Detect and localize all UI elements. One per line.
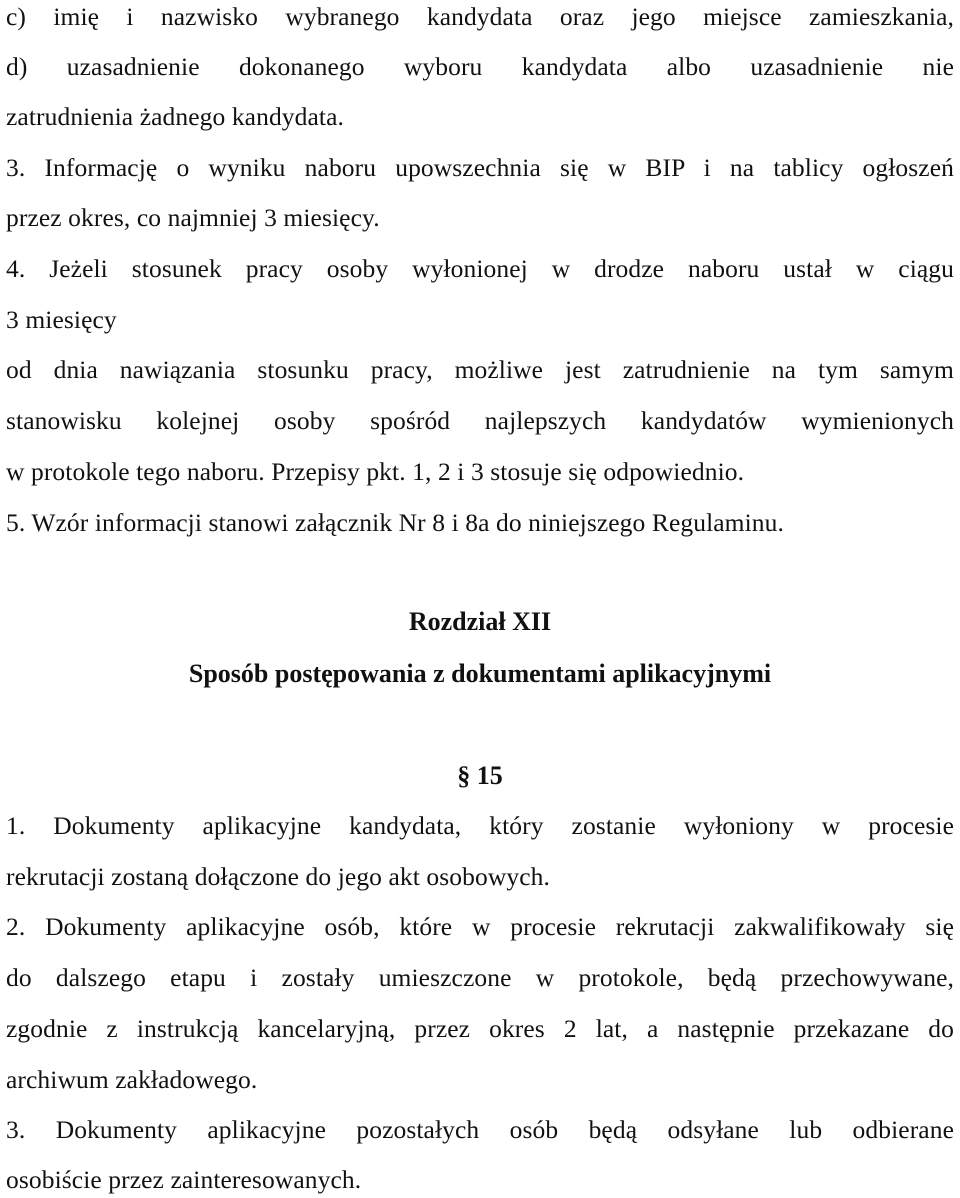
paragraph-line-2: 2. Dokumenty aplikacyjne osób, które w procesie rekrutacji zakwalifikowały się (6, 912, 954, 941)
chapter-title: Rozdział XII (408, 607, 552, 636)
paragraph-line: od dnia nawiązania stosunku pracy, możliwe jest zatrudnienie na tym samym (6, 355, 954, 384)
paragraph-line: stanowisku kolejnej osoby spośród najlepszych kandydatów wymienionych (6, 406, 954, 435)
paragraph-line-1: 1. Dokumenty aplikacyjne kandydata, który zostanie wyłoniony w procesie (6, 811, 954, 840)
chapter-subtitle: Sposób postępowania z dokumentami aplikacyjnymi (188, 659, 772, 688)
paragraph-line-5: 5. Wzór informacji stanowi załącznik Nr 8 i 8a do niniejszego Regulaminu. (6, 508, 784, 537)
paragraph-line: zatrudnienia żadnego kandydata. (6, 102, 344, 131)
section-number: § 15 (457, 761, 503, 790)
paragraph-line: zgodnie z instrukcją kancelaryjną, przez okres 2 lat, a następnie przekazane do (6, 1014, 954, 1043)
paragraph-line-3: 3. Dokumenty aplikacyjne pozostałych osób będą odsyłane lub odbierane (6, 1115, 954, 1144)
paragraph-line-3: 3. Informację o wyniku naboru upowszechnia się w BIP i na tablicy ogłoszeń (6, 153, 954, 182)
paragraph-line: do dalszego etapu i zostały umieszczone w protokole, będą przechowywane, (6, 963, 954, 992)
paragraph-line-4: 4. Jeżeli stosunek pracy osoby wyłonionej w drodze naboru ustał w ciągu (6, 254, 954, 283)
paragraph-line: rekrutacji zostaną dołączone do jego akt osobowych. (6, 862, 550, 891)
paragraph-line-d: d) uzasadnienie dokonanego wyboru kandydata albo uzasadnienie nie (6, 52, 954, 81)
paragraph-line: archiwum zakładowego. (6, 1065, 258, 1094)
paragraph-line: osobiście przez zainteresowanych. (6, 1165, 362, 1194)
paragraph-line: w protokole tego naboru. Przepisy pkt. 1, 2 i 3 stosuje się odpowiednio. (6, 457, 745, 486)
paragraph-line: 3 miesięcy (6, 305, 117, 334)
paragraph-line: przez okres, co najmniej 3 miesięcy. (6, 203, 380, 232)
paragraph-line-c: c) imię i nazwisko wybranego kandydata oraz jego miejsce zamieszkania, (6, 2, 954, 31)
